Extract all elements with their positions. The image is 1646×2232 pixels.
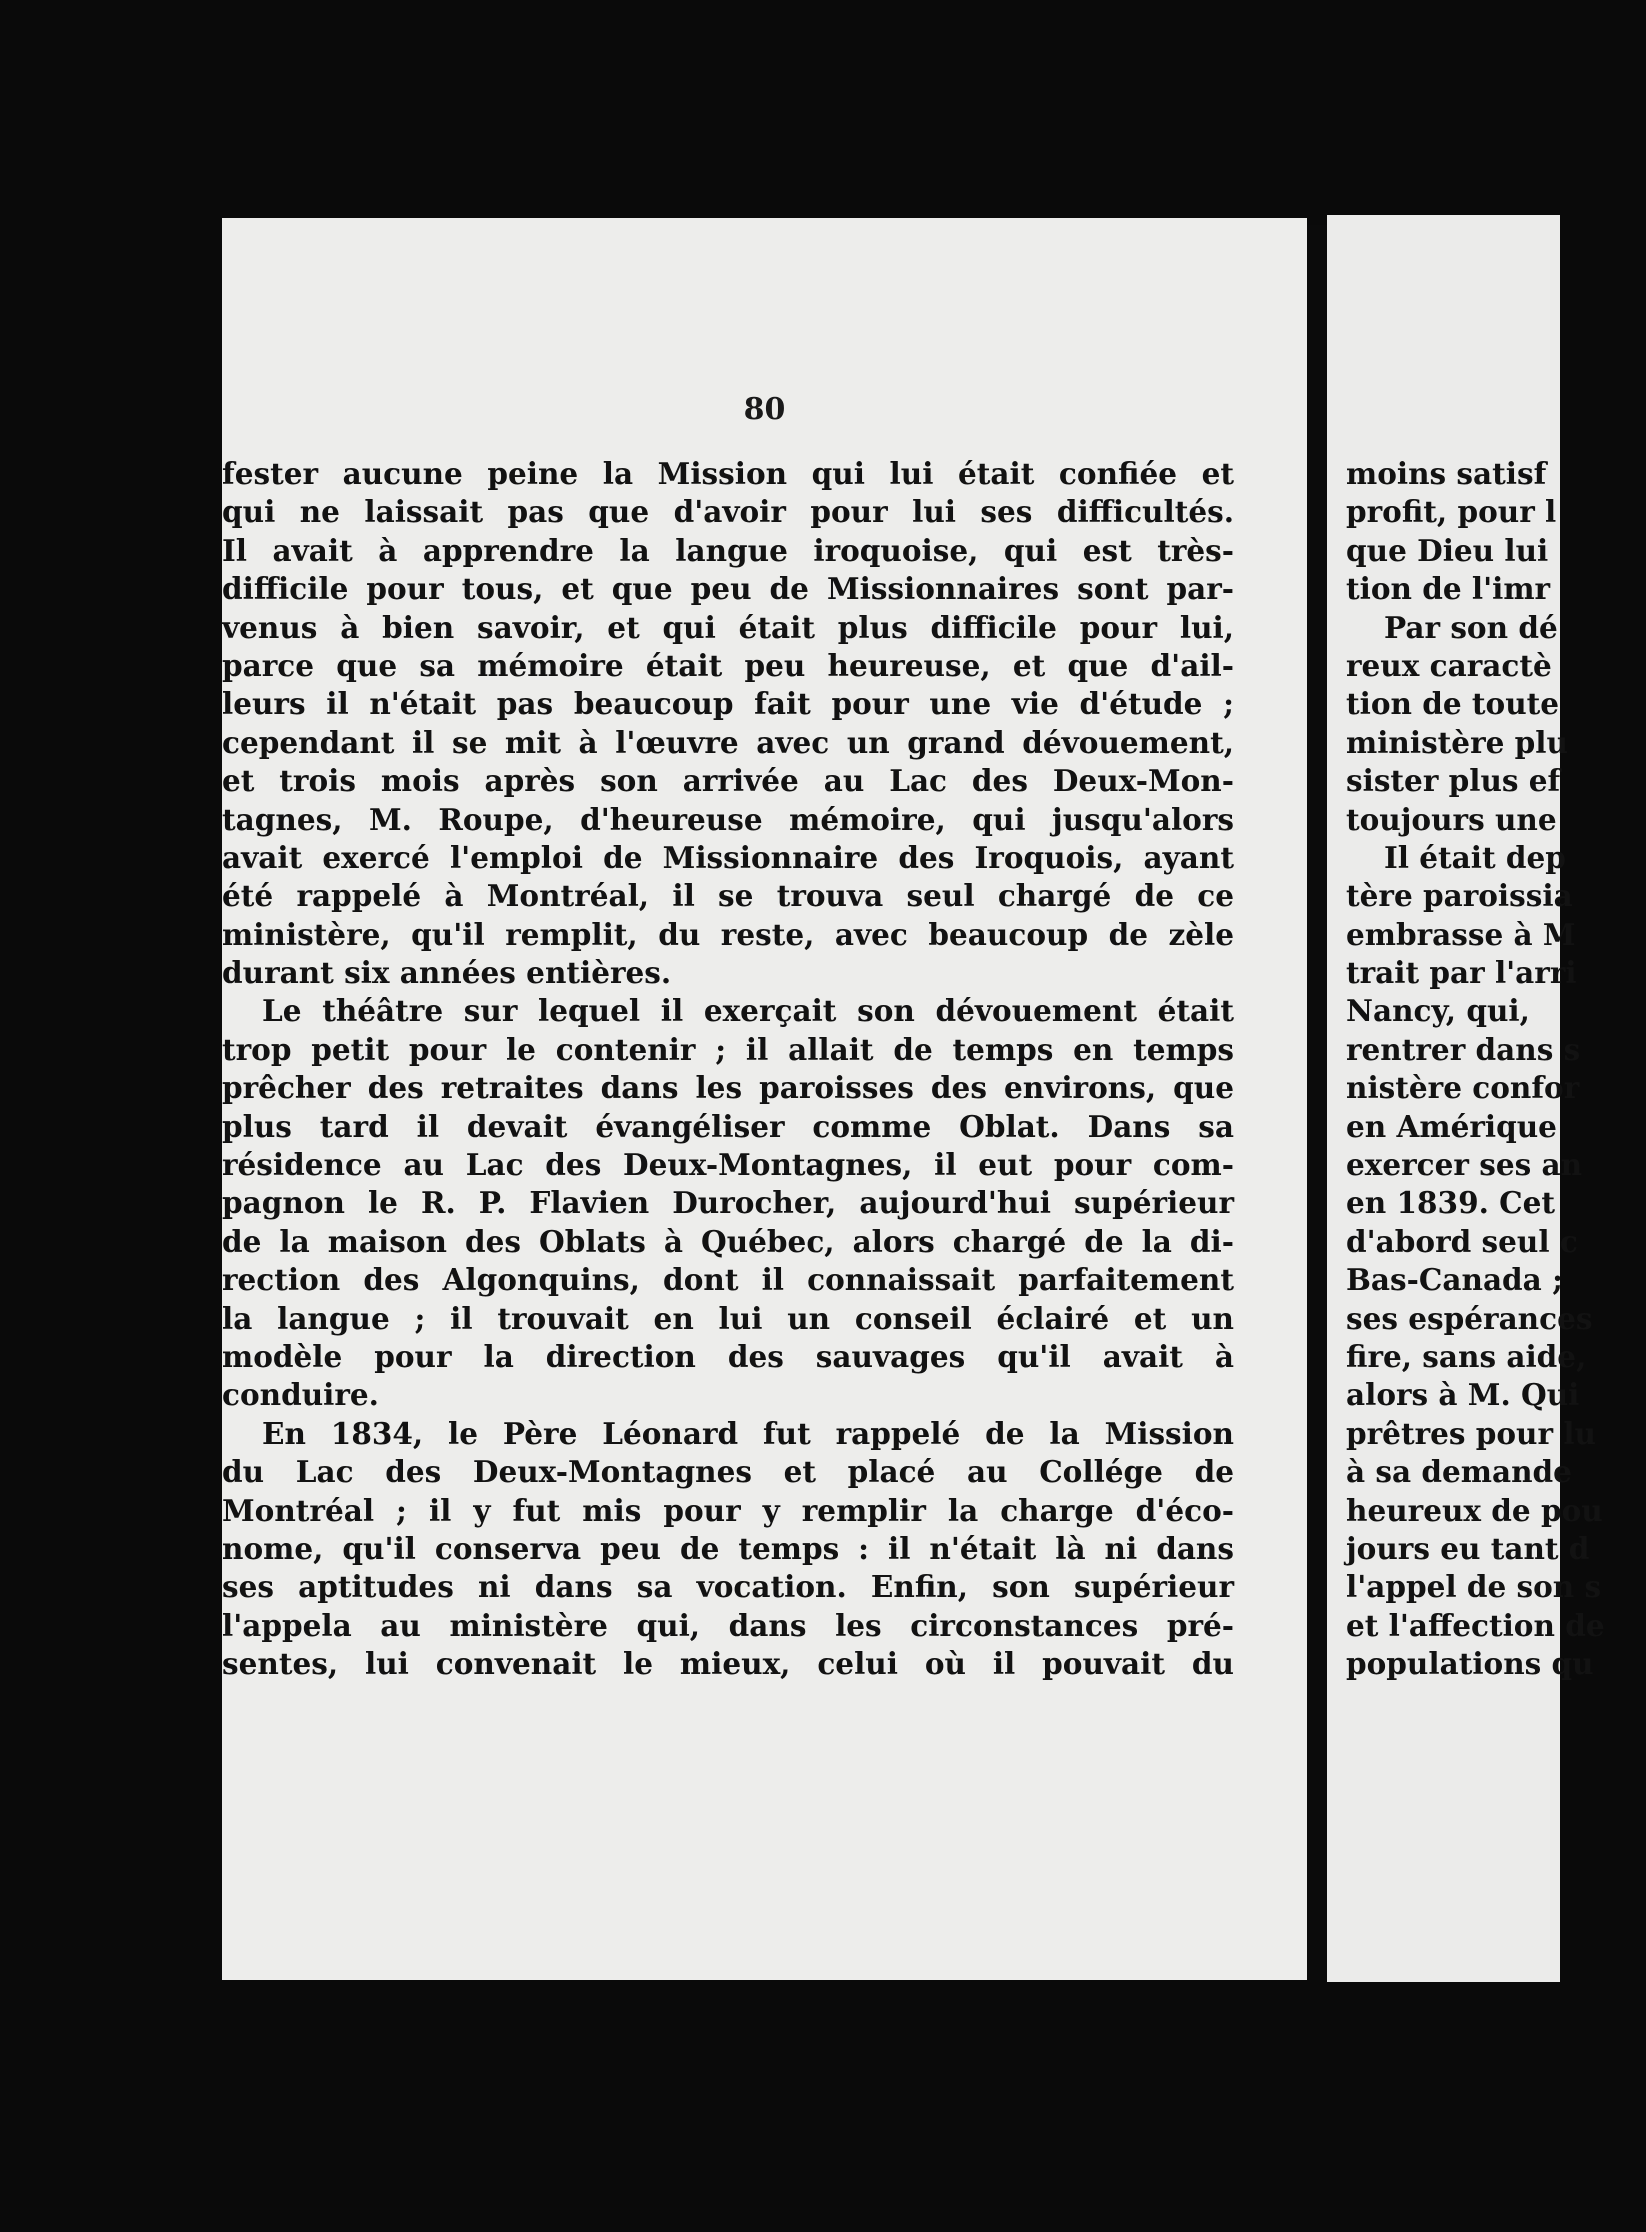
text-line: difficile pour tous, et que peu de Missionnaires sont par- (222, 571, 1234, 607)
text-line: Il avait à apprendre la langue iroquoise, qui est très- (222, 532, 1234, 568)
text-line: populations qu (1346, 1646, 1594, 1682)
text-line: plus tard il devait évangéliser comme Oblat. Dans sa (222, 1108, 1234, 1144)
text-line: résidence au Lac des Deux-Montagnes, il eut pour com- (222, 1147, 1234, 1183)
text-line: tion de l'imr (1346, 571, 1551, 607)
text-line: nistère confor (1346, 1070, 1580, 1106)
text-line: embrasse à M (1346, 916, 1576, 952)
text-line: toujours une (1346, 801, 1557, 837)
text-line: jours eu tant d (1346, 1530, 1590, 1566)
text-line: ses espérances (1346, 1300, 1593, 1336)
text-line: prêtres pour lu (1346, 1415, 1596, 1451)
text-line: rentrer dans s (1346, 1031, 1581, 1067)
text-line: d'abord seul c (1346, 1223, 1578, 1259)
text-line: trait par l'arri (1346, 955, 1577, 991)
text-line: alors à M. Qui (1346, 1377, 1580, 1413)
text-line: venus à bien savoir, et qui était plus difficile pour lui, (222, 609, 1234, 645)
text-line: prêcher des retraites dans les paroisses des environs, que (222, 1070, 1234, 1106)
text-line: reux caractè (1346, 647, 1552, 683)
text-line: ministère, qu'il remplit, du reste, avec beaucoup de zèle (222, 916, 1234, 952)
text-line: été rappelé à Montréal, il se trouva seul chargé de ce (222, 878, 1234, 914)
text-line: durant six années entières. (222, 955, 672, 991)
text-line: ses aptitudes ni dans sa vocation. Enfin, son supérieur (222, 1569, 1234, 1605)
text-line: fire, sans aide, (1346, 1338, 1587, 1374)
text-line: heureux de pou (1346, 1492, 1603, 1528)
text-line: Nancy, qui, (1346, 993, 1530, 1029)
text-line: la langue ; il trouvait en lui un conseil éclairé et un (222, 1300, 1234, 1336)
text-line: sister plus ef (1346, 763, 1561, 799)
text-line: l'appela au ministère qui, dans les circonstances pré- (222, 1607, 1234, 1643)
text-line: du Lac des Deux-Montagnes et placé au Collége de (222, 1454, 1234, 1490)
text-line: Le théâtre sur lequel il exerçait son dévouement était (262, 993, 1234, 1029)
text-line: profit, pour l (1346, 494, 1557, 530)
text-line: tion de toute (1346, 686, 1560, 722)
text-line: avait exercé l'emploi de Missionnaire des Iroquois, ayant (222, 839, 1234, 875)
text-line: Bas-Canada ; (1346, 1262, 1563, 1298)
text-line: trop petit pour le contenir ; il allait de temps en temps (222, 1031, 1234, 1067)
text-line: que Dieu lui (1346, 532, 1549, 568)
text-line: en 1839. Cet (1346, 1185, 1556, 1221)
text-line: l'appel de son s (1346, 1569, 1602, 1605)
page-number: 80 (743, 392, 786, 427)
text-line: et l'affection de (1346, 1607, 1605, 1643)
left-page-text (222, 455, 1234, 1684)
text-line: Par son dé (1384, 609, 1558, 645)
text-line: parce que sa mémoire était peu heureuse, et que d'ail- (222, 647, 1234, 683)
text-line: qui ne laissait pas que d'avoir pour lui ses difficultés. (222, 494, 1234, 530)
text-line: nome, qu'il conserva peu de temps : il n'était là ni dans (222, 1530, 1234, 1566)
text-line: Montréal ; il y fut mis pour y remplir la charge d'éco- (222, 1492, 1234, 1528)
text-line: rection des Algonquins, dont il connaissait parfaitement (222, 1262, 1234, 1298)
text-line: En 1834, le Père Léonard fut rappelé de la Mission (262, 1415, 1234, 1451)
text-line: ministère plu (1346, 724, 1568, 760)
text-line: leurs il n'était pas beaucoup fait pour une vie d'étude ; (222, 686, 1234, 722)
text-line: Il était dep (1384, 839, 1566, 875)
text-line: et trois mois après son arrivée au Lac des Deux-Mon- (222, 763, 1234, 799)
text-line: tère paroissia (1346, 878, 1573, 914)
text-line: moins satisf (1346, 456, 1547, 491)
text-line: tagnes, M. Roupe, d'heureuse mémoire, qui jusqu'alors (222, 801, 1234, 837)
text-line: modèle pour la direction des sauvages qu'il avait à (222, 1338, 1234, 1374)
page-gutter (1307, 225, 1327, 1980)
text-line: exercer ses an (1346, 1147, 1583, 1183)
right-page-text (1346, 455, 1646, 1684)
text-line: fester aucune peine la Mission qui lui était confiée et (222, 456, 1234, 491)
text-line: de la maison des Oblats à Québec, alors chargé de la di- (222, 1223, 1234, 1259)
text-line: sentes, lui convenait le mieux, celui où il pouvait du (222, 1646, 1234, 1682)
text-line: cependant il se mit à l'œuvre avec un grand dévouement, (222, 724, 1234, 760)
text-line: en Amérique (1346, 1108, 1557, 1144)
text-line: pagnon le R. P. Flavien Durocher, aujourd'hui supérieur (222, 1185, 1234, 1221)
text-line: à sa demande (1346, 1454, 1572, 1490)
text-line: conduire. (222, 1377, 379, 1413)
